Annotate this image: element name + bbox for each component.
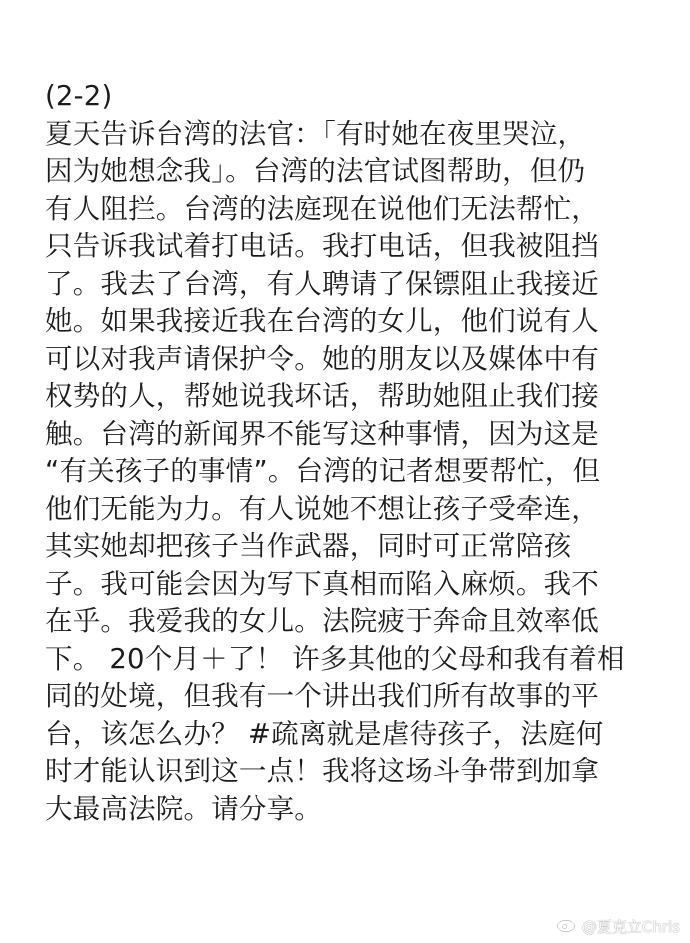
post-line: 台，该怎么办？ #疏离就是虐待孩子，法庭何 <box>45 717 604 750</box>
weibo-logo-icon <box>556 915 578 937</box>
post-line: 子。我可能会因为写下真相而陷入麻烦。我不 <box>45 567 599 600</box>
post-line: 其实她却把孩子当作武器，同时可正常陪孩 <box>45 530 572 562</box>
post-line: 了。我去了台湾，有人聘请了保镖阻止我接近 <box>45 267 599 300</box>
post-line: “有关孩子的事情”。台湾的记者想要帮忙，但 <box>45 455 601 487</box>
weibo-watermark <box>556 915 680 937</box>
post-line: 时才能认识到这一点！我将这场斗争带到加拿 <box>45 755 599 787</box>
post-line: 权势的人，帮她说我坏话，帮助她阻止我们接 <box>45 380 599 412</box>
post-text <box>45 78 645 828</box>
post-line: 她。如果我接近我在台湾的女儿，他们说有人 <box>45 305 599 337</box>
post-line: 下。 20个月＋了！ 许多其他的父母和我有着相 <box>45 642 625 675</box>
post-line: 有人阻拦。台湾的法庭现在说他们无法帮忙， <box>45 192 599 225</box>
watermark-handle: @夏克立Chris <box>581 917 680 936</box>
post-line: 触。台湾的新闻界不能写这种事情，因为这是 <box>45 417 599 450</box>
post-line: 因为她想念我」。台湾的法官试图帮助，但仍 <box>45 155 586 187</box>
post-line: 同的处境，但我有一个讲出我们所有故事的平 <box>45 680 599 712</box>
post-line: 在乎。我爱我的女儿。法院疲于奔命且效率低 <box>45 605 599 637</box>
post-line: 夏天告诉台湾的法官：「有时她在夜里哭泣， <box>45 117 586 150</box>
post-line: 只告诉我试着打电话。我打电话，但我被阻挡 <box>45 230 599 262</box>
post-line: 他们无能为力。有人说她不想让孩子受牵连， <box>45 492 599 525</box>
post-line: 可以对我声请保护令。她的朋友以及媒体中有 <box>45 342 599 375</box>
post-line: (2-2) <box>45 80 113 112</box>
post-line: 大最高法院。请分享。 <box>45 792 322 825</box>
